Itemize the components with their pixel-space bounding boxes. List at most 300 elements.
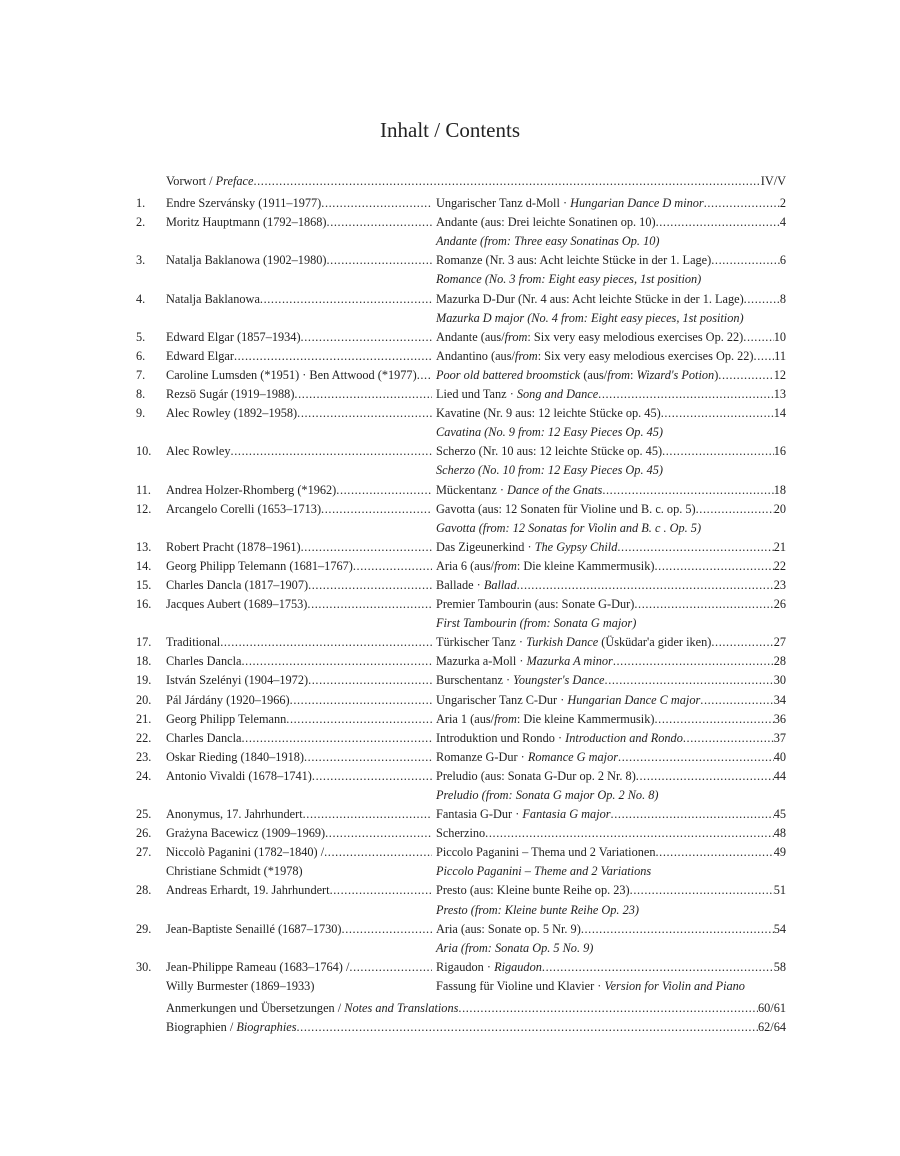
page-number: 45 [773,807,786,822]
dot-leader [711,251,780,270]
work-line [436,633,786,652]
dot-leader [704,194,780,213]
work-text [436,958,542,977]
composer-line [166,328,432,347]
composer [166,347,432,366]
toc-entry[interactable] [136,213,786,251]
composer-line [166,843,432,862]
dot-leader [605,671,774,690]
composer-name: Andrea Holzer-Rhomberg (*1962) [166,482,337,497]
dot-leader [327,251,433,270]
entry-number: 8. [136,387,146,402]
title-italic: Dance of the Gnats [507,482,603,497]
work-text [436,979,745,993]
composer-line [166,595,432,614]
work-title [436,595,786,633]
composer-name: Jean-Baptiste Senaillé (1687–1730) [166,921,342,936]
work-text [436,633,711,652]
composer-line [166,729,432,748]
toc-entry[interactable] [136,557,786,576]
work-text [436,290,744,309]
entry-number: 18. [136,654,152,669]
composer-line [166,881,432,900]
entry-number: 15. [136,577,152,592]
composer [166,328,432,347]
composer-name: Grażyna Bacewicz (1909–1969) [166,826,326,841]
dot-leader [286,710,432,729]
dot-leader [654,710,773,729]
title-roman: Ballade · [436,577,484,592]
work-text [436,788,658,802]
dot-leader [613,652,774,671]
toc-entry[interactable] [136,633,786,652]
dot-leader [581,920,774,939]
dot-leader [327,213,432,232]
dot-leader [220,633,432,652]
composer-line [166,958,432,977]
title-italic: Rigaudon [494,959,542,974]
title-italic: from [514,348,538,363]
title-roman: Burschentanz · [436,673,514,688]
composer [166,481,432,500]
toc-entry[interactable] [136,576,786,595]
work-title [436,767,786,805]
toc-entry[interactable] [136,595,786,633]
work-line [436,557,786,576]
composer [166,824,432,843]
work-line [436,328,786,347]
work-line [436,442,786,461]
entry-number: 24. [136,768,152,783]
dot-leader [743,328,773,347]
composer-line [166,920,432,939]
composer [166,290,432,328]
dot-leader [711,633,773,652]
composer-line [166,194,432,213]
work-line [436,519,786,538]
work-line [436,290,786,309]
work-title [436,290,786,328]
title-italic: Song and Dance [516,387,599,402]
work-title [436,748,786,767]
title-italic: Turkish Dance [526,635,599,650]
dot-leader [618,748,774,767]
title-italic: Romance G major [527,749,619,764]
composer-name: Caroline Lumsden (*1951) · Ben Attwood (*1977) [166,367,417,382]
toc-entry[interactable] [136,767,786,805]
composer-line [166,710,432,729]
page-number: 54 [773,921,786,936]
page-number: 2 [779,196,786,211]
bios-label [166,1018,296,1037]
page-number: 27 [773,635,786,650]
work-title [436,576,786,595]
page-number: 18 [773,482,786,497]
dot-leader [321,500,432,519]
composer-name: Robert Pracht (1878–1961) [166,539,301,554]
dot-leader [654,557,773,576]
toc-entry[interactable] [136,920,786,958]
toc-entry[interactable] [136,328,786,347]
title-roman: Aria 1 (aus/ [436,711,495,726]
work-line [436,939,786,958]
page-number: 30 [773,673,786,688]
title-italic: Poor old battered broomstick [436,367,581,382]
title-roman: Gavotta (aus: 12 Sonaten für Violine und B. c. op. 5) [436,501,696,516]
dot-leader [700,691,773,710]
entry-number: 11. [136,482,151,497]
work-title [436,920,786,958]
title-roman: Fantasia G-Dur · [436,807,523,822]
title-italic: from [607,367,631,382]
entry-number: 26. [136,826,152,841]
work-text [436,576,517,595]
composer-line [166,366,432,385]
dot-leader [744,290,780,309]
work-line [436,920,786,939]
title-roman: Presto (aus: Kleine bunte Reihe op. 23) [436,883,630,898]
page-number: 21 [773,539,786,554]
page-number: 34 [773,692,786,707]
title-italic: Youngster's Dance [513,673,605,688]
toc-entry[interactable] [136,671,786,690]
work-line [436,347,786,366]
dot-leader [297,404,432,423]
page-title: Inhalt / Contents [380,118,520,142]
dot-leader [656,213,780,232]
title-roman: Lied und Tanz · [436,387,517,402]
work-text [436,864,651,878]
work-title [436,824,786,843]
bios-en: Biographies [236,1020,297,1035]
work-line [436,843,786,862]
dot-leader [253,172,760,191]
work-title [436,213,786,251]
title-roman: : [630,367,637,382]
entry-number: 29. [136,921,152,936]
dot-leader [718,366,773,385]
toc-entry[interactable] [136,958,786,996]
title-roman: Andante (aus: Drei leichte Sonatinen op. 10) [436,215,656,230]
dot-leader [308,671,432,690]
composer-line [166,442,432,461]
dot-leader [662,442,774,461]
composer [166,710,432,729]
page-number: 20 [773,501,786,516]
composer [166,213,432,251]
page-number: 10 [773,329,786,344]
title-italic: Preludio (from: Sonata G major Op. 2 No. 8) [436,788,659,802]
title-roman: Scherzo (Nr. 10 aus: 12 leichte Stücke op. 45) [436,444,663,459]
work-text [436,272,701,286]
title-italic: The Gypsy Child [534,539,618,554]
toc-entry[interactable] [136,194,786,213]
dot-leader [655,843,773,862]
dot-leader [234,347,432,366]
composer-name: Natalja Baklanowa [166,291,260,306]
work-line [436,901,786,920]
dot-leader [353,557,432,576]
title-roman: Mazurka a-Moll · [436,654,527,669]
page-number: 36 [773,711,786,726]
toc-entry[interactable] [136,347,786,366]
work-text [436,767,636,786]
dot-leader [602,481,773,500]
work-text [436,595,634,614]
toc-entry[interactable] [136,500,786,538]
page-number: 14 [773,406,786,421]
entry-number: 3. [136,253,146,268]
dot-leader [312,767,432,786]
page-number: 58 [773,959,786,974]
composer [166,920,432,958]
work-text [436,671,605,690]
composer-name: Anonymus, 17. Jahrhundert [166,807,303,822]
dot-leader [349,958,432,977]
page-number: 6 [779,253,786,268]
dot-leader [336,481,432,500]
preface-en: Preface [215,174,254,188]
composer-name: Edward Elgar [166,348,234,363]
composer [166,767,432,805]
composer-line [166,347,432,366]
composer [166,538,432,557]
work-title [436,671,786,690]
title-roman: ) [714,367,719,382]
composer-line: Christiane Schmidt (*1978) [166,864,303,879]
title-italic: Ballad [483,577,517,592]
dot-leader [661,404,774,423]
title-roman: Aria (aus: Sonate op. 5 Nr. 9) [436,921,581,936]
work-line [436,767,786,786]
title-italic: Aria (from: Sonata Op. 5 No. 9) [436,940,594,955]
work-line [436,309,786,328]
work-line [436,461,786,480]
work-text [436,557,654,576]
composer [166,633,432,652]
entry-number: 23. [136,749,152,764]
title-italic: from [504,329,528,344]
toc-entry[interactable] [136,442,786,480]
composer-line [166,557,432,576]
page-number: 40 [773,749,786,764]
dot-leader [296,1018,758,1037]
work-line [436,786,786,805]
title-roman: Kavatine (Nr. 9 aus: 12 leichte Stücke op. 45) [436,406,661,421]
toc-entry[interactable] [136,748,786,767]
work-text [436,903,639,917]
page-number: 22 [773,558,786,573]
title-roman: : Six very easy melodious exercises Op. 22) [537,348,754,363]
composer-name: Natalja Baklanowa (1902–1980) [166,253,327,268]
composer-line [166,767,432,786]
toc-entry[interactable] [136,385,786,404]
title-roman: Romanze G-Dur · [436,749,528,764]
work-title [436,366,786,385]
work-line [436,481,786,500]
dot-leader [294,385,432,404]
dot-leader [231,442,432,461]
toc-entry[interactable] [136,290,786,328]
toc-entry[interactable] [136,824,786,843]
toc-entry[interactable] [136,710,786,729]
composer [166,366,432,385]
work-title [436,691,786,710]
title-roman: Mückentanz · [436,482,508,497]
work-line [436,576,786,595]
title-italic: Mazurka A minor [526,654,613,669]
work-text [436,748,618,767]
composer-line [166,691,432,710]
dot-leader [342,920,432,939]
page-number: 37 [773,730,786,745]
dot-leader [301,328,432,347]
entry-number: 22. [136,730,152,745]
work-line [436,881,786,900]
dot-leader [304,748,432,767]
work-line [436,805,786,824]
dot-leader [754,347,775,366]
work-line [436,385,786,404]
entry-list [136,194,786,996]
work-title [436,328,786,347]
work-text [436,652,613,671]
dot-leader [458,999,758,1018]
title-roman: Romanze (Nr. 3 aus: Acht leichte Stücke in der 1. Lage) [436,253,712,268]
composer-name: Charles Dancla [166,654,242,669]
toc-notes[interactable] [166,999,786,1018]
entry-number: 30. [136,959,152,974]
entry-number: 20. [136,692,152,707]
composer-name: Pál Járdány (1920–1966) [166,692,290,707]
title-italic: Gavotta (from: 12 Sonatas for Violin and B. c . Op. 5) [436,520,702,535]
composer [166,442,432,480]
toc-entry[interactable] [136,251,786,289]
composer-line [166,805,432,824]
work-text [436,521,701,535]
work-text [436,404,661,423]
toc-entry[interactable] [136,805,786,824]
title-roman: Premier Tambourin (aus: Sonate G-Dur) [436,597,635,612]
page-number: 49 [773,845,786,860]
work-line [436,748,786,767]
work-title [436,881,786,919]
dot-leader [611,805,774,824]
entry-number: 6. [136,348,146,363]
composer [166,576,432,595]
composer-line [166,748,432,767]
work-line [436,691,786,710]
work-text [436,385,598,404]
work-line [436,958,786,977]
dot-leader [696,500,774,519]
toc-entry[interactable] [136,729,786,748]
work-title [436,385,786,404]
toc-entry[interactable] [136,366,786,385]
work-text [436,234,659,248]
composer [166,748,432,767]
composer [166,385,432,404]
toc-entry[interactable] [136,652,786,671]
title-roman: Andantino (aus/ [436,348,515,363]
work-line [436,500,786,519]
work-title [436,633,786,652]
work-title [436,729,786,748]
work-line [436,251,786,270]
title-roman: Türkischer Tanz · [436,635,527,650]
dot-leader [630,881,774,900]
entry-number: 4. [136,291,146,306]
title-roman: Andante (aus/ [436,329,505,344]
work-text [436,538,617,557]
dot-leader [241,652,432,671]
work-text [436,442,662,461]
composer-line [166,671,432,690]
composer-name: Alec Rowley [166,444,231,459]
title-roman: Fassung für Violine und Klavier · [436,978,605,993]
work-line [436,213,786,232]
composer-name: Moritz Hauptmann (1792–1868) [166,215,327,230]
work-text [436,920,581,939]
composer-name: Traditional [166,635,221,650]
work-text [436,710,654,729]
work-title [436,538,786,557]
work-text [436,805,611,824]
composer-name: Jean-Philippe Rameau (1683–1764) / [166,959,350,974]
title-italic: Fantasia G major [522,807,611,822]
work-title [436,481,786,500]
title-italic: Cavatina (No. 9 from: 12 Easy Pieces Op. 45) [436,425,663,440]
toc-biographies[interactable] [166,1018,786,1037]
dot-leader [241,729,432,748]
toc-entry[interactable] [136,481,786,500]
composer-name: Niccolò Paganini (1782–1840) / [166,845,325,860]
toc-preface[interactable] [166,172,786,191]
title-italic: Presto (from: Kleine bunte Reihe Op. 23) [436,902,639,917]
dot-leader [324,843,432,862]
dot-leader [308,576,432,595]
composer-name: Rezsö Sugár (1919–1988) [166,387,295,402]
toc-entry[interactable] [136,538,786,557]
title-roman: Preludio (aus: Sonata G-Dur op. 2 Nr. 8) [436,768,636,783]
composer-line [166,251,432,270]
dot-leader [542,958,774,977]
composer [166,595,432,633]
work-line [436,232,786,251]
composer-name: István Szelényi (1904–1972) [166,673,309,688]
toc-entry[interactable] [136,881,786,919]
work-line [436,824,786,843]
work-text [436,691,700,710]
composer-line [166,576,432,595]
page-number: 62/64 [757,1020,786,1035]
work-text [436,500,696,519]
work-line [436,862,786,881]
work-title [436,347,786,366]
toc-entry[interactable] [136,404,786,442]
composer-name: Oskar Rieding (1840–1918) [166,749,304,764]
dot-leader [636,767,774,786]
work-text [436,328,743,347]
composer-name: Arcangelo Corelli (1653–1713) [166,501,322,516]
composer-line [166,290,432,309]
toc-entry[interactable] [136,691,786,710]
composer [166,500,432,538]
dot-leader [330,881,432,900]
dot-leader [617,538,773,557]
toc-entry[interactable] [136,843,786,881]
composer-name: Alec Rowley (1892–1958) [166,406,298,421]
